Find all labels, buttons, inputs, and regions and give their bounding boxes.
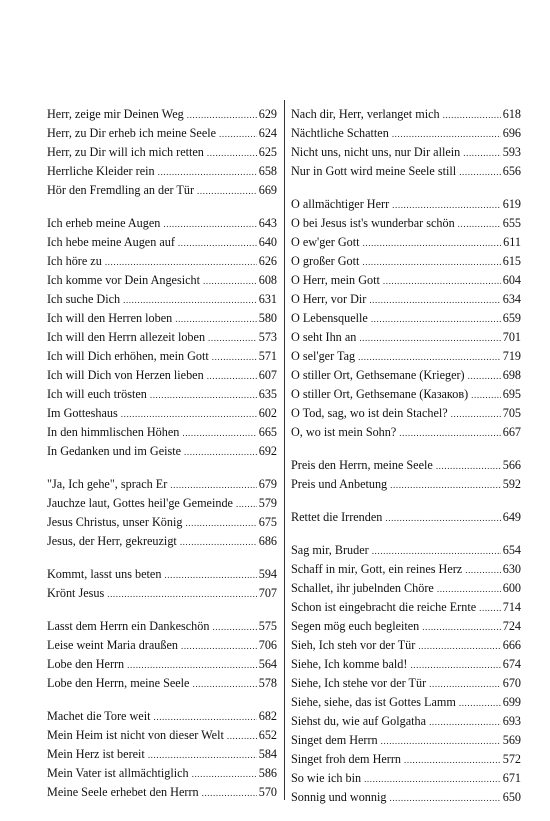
page-number: 666	[502, 638, 521, 652]
dot-leader	[170, 476, 256, 495]
page-number: 575	[258, 619, 277, 633]
index-entry	[291, 456, 521, 475]
page-number: 719	[502, 349, 521, 363]
song-title: Ich suche Dich	[47, 292, 121, 306]
dot-leader	[184, 443, 257, 462]
song-title: Preis und Anbetung	[291, 477, 388, 491]
index-entry	[291, 598, 521, 617]
song-title: Ich will Dich erhöhen, mein Gott	[47, 349, 209, 363]
dot-leader	[154, 708, 257, 727]
index-entry	[291, 712, 521, 731]
song-title: O allmächtiger Herr	[291, 197, 390, 211]
song-title: O seht Ihn an	[291, 330, 357, 344]
dot-leader	[383, 272, 501, 291]
song-title: O stiller Ort, Gethsemane (Krieger)	[291, 368, 465, 382]
song-title: Jesus Christus, unser König	[47, 515, 183, 529]
dot-leader	[158, 163, 257, 182]
page-number: 640	[258, 235, 277, 249]
dot-leader	[422, 618, 500, 637]
page-number: 580	[258, 311, 277, 325]
index-entry	[47, 475, 277, 494]
song-title: Jesus, der Herr, gekreuzigt	[47, 534, 177, 548]
song-title: Nach dir, Herr, verlanget mich	[291, 107, 440, 121]
song-title: Nicht uns, nicht uns, nur Dir allein	[291, 145, 461, 159]
dot-leader	[369, 291, 500, 310]
index-group	[47, 707, 277, 802]
page-number: 611	[503, 235, 521, 249]
index-entry	[291, 309, 521, 328]
dot-leader	[127, 656, 257, 675]
dot-leader	[207, 144, 257, 163]
index-entry	[47, 143, 277, 162]
dot-leader	[180, 533, 257, 552]
song-title: Herr, zu Dir will ich mich retten	[47, 145, 204, 159]
index-entry	[47, 745, 277, 764]
index-column-left	[47, 105, 277, 816]
song-title: Sieh, Ich steh vor der Tür	[291, 638, 416, 652]
page-number: 671	[502, 771, 521, 785]
index-entry	[47, 726, 277, 745]
page-number: 600	[502, 581, 521, 595]
dot-leader	[212, 348, 257, 367]
index-entry	[291, 731, 521, 750]
song-title: Krönt Jesus	[47, 586, 105, 600]
page-number: 656	[502, 164, 521, 178]
song-title: Jauchze laut, Gottes heil'ge Gemeinde	[47, 496, 233, 510]
song-title: Siehe, Ich stehe vor der Tür	[291, 676, 427, 690]
dot-leader	[358, 348, 501, 367]
page-number: 624	[258, 126, 277, 140]
page-number: 579	[258, 496, 277, 510]
song-title: O sel'ger Tag	[291, 349, 356, 363]
dot-leader	[150, 386, 257, 405]
index-entry	[47, 181, 277, 200]
index-entry	[291, 655, 521, 674]
dot-leader	[181, 637, 257, 656]
dot-leader	[185, 514, 256, 533]
song-title: Siehe, siehe, das ist Gottes Lamm	[291, 695, 456, 709]
page-number: 570	[258, 785, 277, 799]
index-entry	[47, 423, 277, 442]
dot-leader	[164, 566, 256, 585]
song-title: Mein Herz ist bereit	[47, 747, 145, 761]
song-title: Ich will Dich von Herzen lieben	[47, 368, 204, 382]
song-title: Siehst du, wie auf Golgatha	[291, 714, 427, 728]
index-entry	[291, 674, 521, 693]
page-number: 669	[258, 183, 277, 197]
index-entry	[291, 788, 521, 807]
song-title: O großer Gott	[291, 254, 360, 268]
song-title: Nächtliche Schatten	[291, 126, 389, 140]
index-group	[47, 617, 277, 693]
index-entry	[47, 655, 277, 674]
page-number: 670	[502, 676, 521, 690]
song-title: So wie ich bin	[291, 771, 362, 785]
dot-leader	[192, 675, 256, 694]
index-entry	[47, 271, 277, 290]
page-number: 572	[502, 752, 521, 766]
page-number: 615	[502, 254, 521, 268]
song-title: Herr, zu Dir erheb ich meine Seele	[47, 126, 217, 140]
dot-leader	[105, 253, 257, 272]
index-entry	[47, 617, 277, 636]
dot-leader	[429, 713, 501, 732]
index-entry	[291, 271, 521, 290]
index-group	[47, 565, 277, 603]
index-entry	[47, 565, 277, 584]
page-number: 675	[258, 515, 277, 529]
song-title: O Tod, sag, wo ist dein Stachel?	[291, 406, 448, 420]
page-number: 698	[502, 368, 521, 382]
dot-leader	[121, 405, 257, 424]
index-entry	[47, 674, 277, 693]
song-title: Singet dem Herrn	[291, 733, 378, 747]
dot-leader	[227, 727, 257, 746]
dot-leader	[451, 405, 501, 424]
index-group	[291, 105, 521, 181]
dot-leader	[471, 386, 501, 405]
index-group	[47, 475, 277, 551]
page-number: 696	[502, 126, 521, 140]
index-entry	[291, 195, 521, 214]
page-number: 652	[258, 728, 277, 742]
page-number: 571	[258, 349, 277, 363]
index-entry	[47, 707, 277, 726]
index-group	[291, 541, 521, 807]
page-number: 630	[502, 562, 521, 576]
page-number: 625	[258, 145, 277, 159]
column-divider	[284, 100, 285, 800]
index-entry	[291, 508, 521, 527]
page-number: 693	[502, 714, 521, 728]
song-title: Meine Seele erhebet den Herrn	[47, 785, 199, 799]
index-entry	[47, 214, 277, 233]
page-number: 604	[502, 273, 521, 287]
index-entry	[47, 290, 277, 309]
dot-leader	[202, 784, 257, 803]
index-entry	[291, 366, 521, 385]
song-title: Schaff in mir, Gott, ein reines Herz	[291, 562, 463, 576]
index-entry	[47, 347, 277, 366]
song-title: O stiller Ort, Gethsemane (Казаков)	[291, 387, 469, 401]
song-title: Nur in Gott wird meine Seele still	[291, 164, 457, 178]
dot-leader	[359, 329, 500, 348]
dot-leader	[479, 599, 501, 618]
page-number: 592	[502, 477, 521, 491]
page-number: 594	[258, 567, 277, 581]
page-number: 566	[502, 458, 521, 472]
dot-leader	[399, 424, 500, 443]
page-number: 658	[258, 164, 277, 178]
page-number: 569	[502, 733, 521, 747]
page-number: 629	[258, 107, 277, 121]
index-entry	[47, 442, 277, 461]
index-entry	[291, 636, 521, 655]
page-number: 659	[502, 311, 521, 325]
page-number: 643	[258, 216, 277, 230]
index-entry	[291, 124, 521, 143]
page-number: 665	[258, 425, 277, 439]
page-number: 686	[258, 534, 277, 548]
page-number: 602	[258, 406, 277, 420]
page-number: 607	[258, 368, 277, 382]
dot-leader	[404, 751, 501, 770]
index-entry	[291, 290, 521, 309]
index-group	[291, 195, 521, 442]
index-entry	[291, 162, 521, 181]
dot-leader	[175, 310, 257, 329]
dot-leader	[187, 106, 257, 125]
dot-leader	[148, 746, 257, 765]
song-title: Singet froh dem Herrn	[291, 752, 401, 766]
index-group	[47, 105, 277, 200]
index-entry	[291, 214, 521, 233]
index-group	[291, 456, 521, 494]
page-number: 701	[502, 330, 521, 344]
index-entry	[291, 385, 521, 404]
index-entry	[47, 105, 277, 124]
index-entry	[291, 233, 521, 252]
song-title: Lobe den Herrn, meine Seele	[47, 676, 190, 690]
index-entry	[291, 693, 521, 712]
dot-leader	[236, 495, 257, 514]
page-number: 682	[258, 709, 277, 723]
page-number: 573	[258, 330, 277, 344]
index-entry	[47, 233, 277, 252]
index-entry	[47, 783, 277, 802]
index-entry	[47, 636, 277, 655]
page-number: 649	[502, 510, 521, 524]
song-title: Lobe den Herrn	[47, 657, 125, 671]
dot-leader	[219, 125, 257, 144]
page-number: 714	[502, 600, 521, 614]
index-entry	[291, 750, 521, 769]
page-number: 706	[258, 638, 277, 652]
index-entry	[47, 162, 277, 181]
dot-leader	[392, 125, 501, 144]
dot-leader	[207, 367, 257, 386]
index-entry	[47, 124, 277, 143]
dot-leader	[459, 694, 501, 713]
page-number: 593	[502, 145, 521, 159]
page-number: 608	[258, 273, 277, 287]
dot-leader	[389, 789, 500, 808]
song-title: Machet die Tore weit	[47, 709, 151, 723]
song-title: Im Gotteshaus	[47, 406, 118, 420]
dot-leader	[381, 732, 501, 751]
page-number: 634	[502, 292, 521, 306]
dot-leader	[410, 656, 500, 675]
dot-leader	[107, 585, 257, 604]
index-entry	[291, 252, 521, 271]
song-title: Mein Heim ist nicht von dieser Welt	[47, 728, 224, 742]
page-number: 667	[502, 425, 521, 439]
index-entry	[291, 560, 521, 579]
song-title: Schon ist eingebracht die reiche Ernte	[291, 600, 477, 614]
song-title: Hör den Fremdling an der Tür	[47, 183, 195, 197]
dot-leader	[443, 106, 501, 125]
page-number: 705	[502, 406, 521, 420]
index-entry	[47, 366, 277, 385]
dot-leader	[429, 675, 501, 694]
index-entry	[291, 143, 521, 162]
index-entry	[291, 769, 521, 788]
song-title: Ich will euch trösten	[47, 387, 147, 401]
dot-leader	[123, 291, 257, 310]
index-entry	[47, 494, 277, 513]
dot-leader	[362, 253, 500, 272]
song-title: Sonnig und wonnig	[291, 790, 387, 804]
index-entry	[291, 105, 521, 124]
song-title: Sag mir, Bruder	[291, 543, 369, 557]
page-number: 619	[502, 197, 521, 211]
index-entry	[291, 617, 521, 636]
dot-leader	[203, 272, 257, 291]
index-entry	[47, 513, 277, 532]
song-title: Ich erheb meine Augen	[47, 216, 161, 230]
page-number: 578	[258, 676, 277, 690]
page-number: 692	[258, 444, 277, 458]
song-title: O Lebensquelle	[291, 311, 368, 325]
dot-leader	[468, 367, 501, 386]
dot-leader	[458, 215, 501, 234]
page-number: 626	[258, 254, 277, 268]
page-number: 650	[502, 790, 521, 804]
page-number: 564	[258, 657, 277, 671]
song-title: O ew'ger Gott	[291, 235, 360, 249]
song-title: Lasst dem Herrn ein Dankeschön	[47, 619, 210, 633]
song-title: Herrliche Kleider rein	[47, 164, 155, 178]
dot-leader	[437, 580, 501, 599]
song-title: In Gedanken und im Geiste	[47, 444, 182, 458]
index-entry	[291, 347, 521, 366]
page-number: 655	[502, 216, 521, 230]
song-title: In den himmlischen Höhen	[47, 425, 180, 439]
index-entry	[47, 404, 277, 423]
song-title: O Herr, mein Gott	[291, 273, 380, 287]
index-entry	[291, 404, 521, 423]
dot-leader	[392, 196, 501, 215]
index-entry	[47, 764, 277, 783]
page-number: 584	[258, 747, 277, 761]
page-number: 707	[258, 586, 277, 600]
dot-leader	[364, 770, 501, 789]
dot-leader	[372, 542, 501, 561]
dot-leader	[463, 144, 500, 163]
song-title: Schallet, ihr jubelnden Chöre	[291, 581, 434, 595]
index-entry	[47, 252, 277, 271]
dot-leader	[212, 618, 256, 637]
song-title: "Ja, Ich gehe", sprach Er	[47, 477, 168, 491]
dot-leader	[178, 234, 257, 253]
song-title: Ich komme vor Dein Angesicht	[47, 273, 200, 287]
index-entry	[291, 475, 521, 494]
dot-leader	[182, 424, 256, 443]
index-entry	[47, 309, 277, 328]
index-entry	[291, 541, 521, 560]
index-entry	[47, 584, 277, 603]
song-title: O, wo ist mein Sohn?	[291, 425, 397, 439]
song-title: Segen mög euch begleiten	[291, 619, 420, 633]
song-title: Ich will den Herren loben	[47, 311, 173, 325]
page-number: 654	[502, 543, 521, 557]
index-entry	[291, 328, 521, 347]
dot-leader	[208, 329, 257, 348]
index-group	[291, 508, 521, 527]
index-column-right	[291, 105, 521, 821]
page-number: 724	[502, 619, 521, 633]
index-entry	[47, 385, 277, 404]
dot-leader	[459, 163, 501, 182]
dot-leader	[163, 215, 256, 234]
song-title: Ich hebe meine Augen auf	[47, 235, 175, 249]
dot-leader	[465, 561, 501, 580]
song-title: Herr, zeige mir Deinen Weg	[47, 107, 184, 121]
dot-leader	[436, 457, 501, 476]
dot-leader	[418, 637, 500, 656]
song-title: Ich höre zu	[47, 254, 102, 268]
page-number: 679	[258, 477, 277, 491]
index-entry	[291, 423, 521, 442]
song-title: Ich will den Herrn allezeit loben	[47, 330, 206, 344]
dot-leader	[385, 509, 500, 528]
song-title: Rettet die Irrenden	[291, 510, 383, 524]
song-title: O Herr, vor Dir	[291, 292, 367, 306]
song-title: Preis den Herrn, meine Seele	[291, 458, 433, 472]
dot-leader	[390, 476, 501, 495]
dot-leader	[363, 234, 502, 253]
index-entry	[47, 328, 277, 347]
dot-leader	[371, 310, 501, 329]
page-number: 631	[258, 292, 277, 306]
song-title: Leise weint Maria draußen	[47, 638, 178, 652]
dot-leader	[192, 765, 257, 784]
song-title: Mein Vater ist allmächtiglich	[47, 766, 189, 780]
song-title: Siehe, Ich komme bald!	[291, 657, 408, 671]
page-number: 618	[502, 107, 521, 121]
index-group	[47, 214, 277, 461]
page-number: 699	[502, 695, 521, 709]
page-number: 695	[502, 387, 521, 401]
page-number: 635	[258, 387, 277, 401]
dot-leader	[197, 182, 257, 201]
page-number: 586	[258, 766, 277, 780]
song-title: Kommt, lasst uns beten	[47, 567, 162, 581]
index-entry	[47, 532, 277, 551]
page-number: 674	[502, 657, 521, 671]
song-title: O bei Jesus ist's wunderbar schön	[291, 216, 455, 230]
index-entry	[291, 579, 521, 598]
